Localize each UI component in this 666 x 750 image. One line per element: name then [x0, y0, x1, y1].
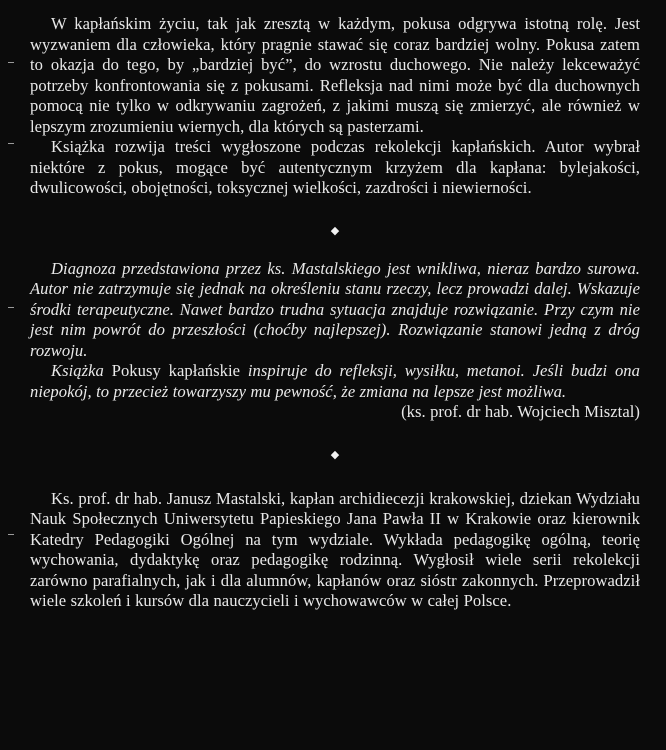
quote-paragraph: Diagnoza przedstawiona przez ks. Mastalskiego jest wnikliwa, nieraz bardzo surowa. Autor nie zatrzymuje się jednak na określeniu stanu rzeczy, lecz prowadzi dalej. Wskazuje środki terapeutyczne. Nawet bardzo trudna sytuacja znajduje rozwiązanie. Przy czym nie jest nim powrót do przeszłości (choćby najlepszej). Rozwiązanie stanowi jedną z dróg rozwoju. [30, 258, 640, 360]
intro-paragraph: Książka rozwija treści wygłoszone podczas rekolekcji kapłańskich. Autor wybrał niektóre z pokus, mogące być autentycznym krzyżem dla kapłana: bylejakości, dwulicowości, obojętności, toksycznej wielkości, zazdrości i niewierności. [30, 137, 640, 197]
diamond-separator: ◆ [330, 224, 340, 237]
diamond-separator: ◆ [330, 448, 340, 461]
intro-section [30, 14, 640, 199]
quote-attribution: (ks. prof. dr hab. Wojciech Misztal) [401, 402, 640, 421]
margin-tick [8, 143, 14, 144]
margin-tick [8, 534, 14, 535]
quote-text: inspiruje do refleksji, wysiłku, metanoi. Jeśli budzi ona niepokój, to przecież towarzyszy mu pewność, że zmiana na lepsze jest możliwa. [30, 361, 640, 401]
intro-paragraph: W kapłańskim życiu, tak jak zresztą w każdym, pokusa odgrywa istotną rolę. Jest wyzwaniem dla człowieka, który pragnie stawać się coraz bardziej wolny. Pokusa zatem to okazja do tego, by „bardziej być”, do wzrostu duchowego. Nie należy lekceważyć potrzeby konfrontowania się z pokusami. Refleksja nad nimi może być dla duchownych pomocą nie tylko w odkrywaniu zagrożeń, z jakimi muszą się zmierzyć, ale również w lepszym zrozumieniu wiernych, dla których są pasterzami. [30, 14, 640, 136]
review-quote-section [30, 259, 640, 423]
author-bio-section [30, 489, 640, 612]
quote-text: Książka [51, 361, 112, 380]
margin-tick [8, 62, 14, 63]
book-title: Pokusy kapłańskie [111, 361, 241, 380]
margin-tick [8, 307, 14, 308]
author-bio-paragraph: Ks. prof. dr hab. Janusz Mastalski, kapłan archidiecezji krakowskiej, dziekan Wydziału Nauk Społecznych Uniwersytetu Papieskiego Jana Pawła II w Krakowie oraz kierownik Katedry Pedagogiki Ogólnej na tym wydziale. Wykłada pedagogikę ogólną, teorię wychowania, dydaktykę oraz pedagogikę rodzinną. Wygłosił wiele serii rekolekcji zarówno parafialnych, jak i dla alumnów, kapłanów oraz sióstr zakonnych. Przeprowadził wiele szkoleń i kursów dla nauczycieli i wychowawców w całej Polsce. [30, 488, 640, 610]
quote-paragraph [30, 361, 640, 402]
